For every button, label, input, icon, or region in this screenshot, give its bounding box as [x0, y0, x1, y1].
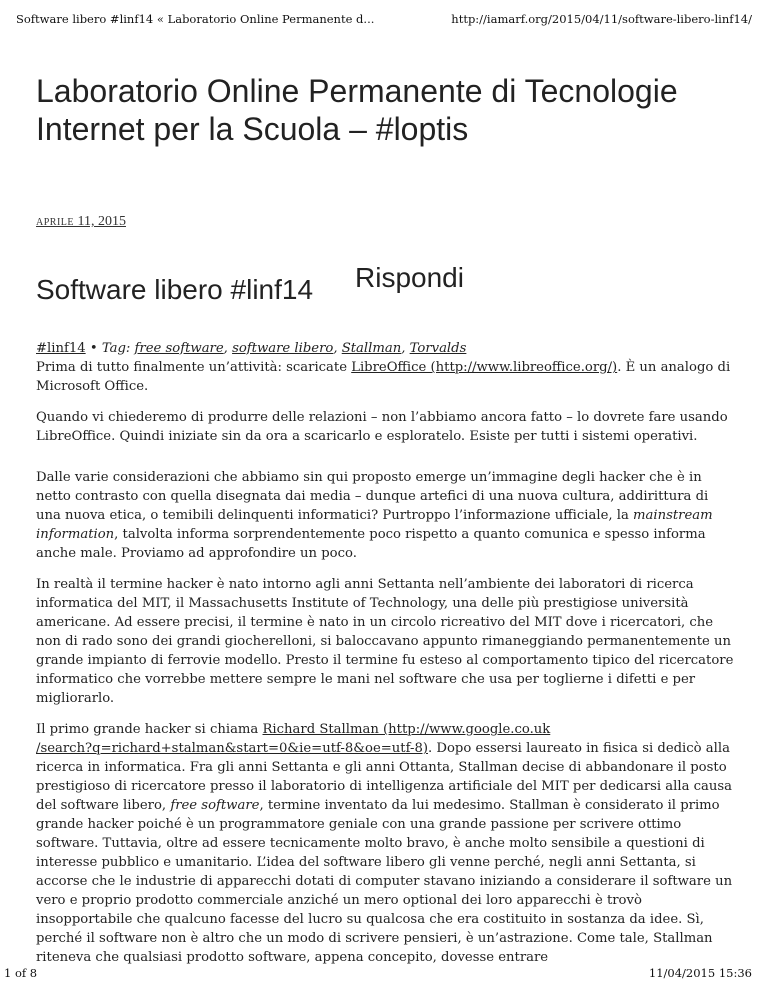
print-header [16, 12, 752, 28]
site-title[interactable]: Laboratorio Online Permanente di Tecnologie Internet per la Scuola – #loptis [36, 73, 678, 147]
post-date-day-year: 11, 2015 [74, 214, 126, 229]
print-footer [0, 966, 752, 982]
post-content [36, 339, 736, 979]
tag-link-free-software[interactable]: free software [134, 341, 224, 356]
post-title-row [36, 262, 736, 308]
category-link[interactable]: #linf14 [36, 341, 86, 356]
post-meta: #linf14 • Tag: free software, software libero, Stallman, Torvalds [36, 341, 467, 356]
tag-link-torvalds[interactable]: Torvalds [409, 341, 467, 356]
tag-link-stallman[interactable]: Stallman [341, 341, 402, 356]
meta-bullet: • [85, 341, 102, 356]
spacer [36, 458, 736, 468]
print-url: http://iamarf.org/2015/04/11/software-libero-linf14/ [451, 12, 752, 26]
paragraph-1: Prima di tutto finalmente un’attività: scaricate LibreOffice (http://www.libreoffice.org/). È un analogo di Microsoft Office. [36, 360, 731, 394]
paragraph-5: Il primo grande hacker si chiama Richard Stallman (http://www.google.co.uk /search?q=richard+stalman&start=0&ie=utf-8&oe=utf-8). Dopo essersi laureato in fisica si dedicò alla ricerca in informatica. Fra gli anni Settanta e gli anni Ottanta, Stallman decise di abbandonare il posto prestigioso di ricercatore presso il laboratorio di intelligenza artificiale del MIT per dedicarsi alla causa del software libero, free software, termine inventato da lui medesimo. Stallman è considerato il primo grande hacker poiché è un programmatore geniale con una grande passione per scrivere ottimo software. Tuttavia, oltre ad essere tecnicamente molto bravo, è anche molto sensibile a questioni di interesse pubblico e umanitario. L’idea del software libero gli venne perché, negli anni Settanta, si accorse che le industrie di apparecchi dotati di computer stavano iniziando a considerare il software un vero e proprio prodotto commerciale anziché un mero optional dei loro apparecchi è trovò insopportabile che qualcuno facesse del lucro su qualcosa che era costituito in sostanza da idee. Sì, perché il software non è altro che un modo di scrivere pensieri, è un’astrazione. Come tale, Stallman riteneva che qualsiasi prodotto software, appena concepito, dovesse entrare [36, 722, 733, 965]
libreoffice-link[interactable]: LibreOffice (http://www.libreoffice.org/) [351, 360, 618, 375]
print-page-title: Software libero #linf14 « Laboratorio Online Permanente d... [16, 12, 375, 26]
post-date-link[interactable] [36, 214, 126, 230]
print-timestamp: 11/04/2015 15:36 [648, 966, 752, 980]
paragraph-3: Dalle varie considerazioni che abbiamo sin qui proposto emerge un’immagine degli hacker che è in netto contrasto con quella disegnata dai media – dunque artefici di una nuova cultura, addirittura di una nuova etica, o temibili delinquenti informatici? Purtroppo l’informazione ufficiale, la mainstream information, talvolta informa sorprendentemente poco rispetto a quanto comunica e spesso informa anche male. Proviamo ad approfondire un poco. [36, 470, 713, 561]
richard-stallman-link[interactable]: Richard Stallman (http://www.google.co.uk /search?q=richard+stalman&start=0&ie=utf-8&oe=utf-8) [36, 722, 551, 756]
paragraph-2: Quando vi chiederemo di produrre delle relazioni – non l’abbiamo ancora fatto – lo dovrete fare usando LibreOffice. Quindi iniziate sin da ora a scaricarlo e esploratelo. Esiste per tutti i sistemi operativi. [36, 410, 728, 444]
post-title: Software libero #linf14 [36, 274, 314, 305]
reply-link[interactable]: Rispondi [355, 262, 464, 293]
tag-link-software-libero[interactable]: software libero [232, 341, 334, 356]
paragraph-4: In realtà il termine hacker è nato intorno agli anni Settanta nell’ambiente dei laboratori di ricerca informatica del MIT, il Massachusetts Institute of Technology, una delle più prestigiose università americane. Ad essere precisi, il termine è nato in un circolo ricreativo del MIT dove i ricercatori, che non di rado sono dei grandi giocherelloni, si baloccavano appunto rimaneggiando permanentemente un grande impianto di ferrovie modello. Presto il termine fu esteso al comportamento tipico del ricercatore informatico che vorrebbe mettere sempre le mani nel software che usa per toglierne i difetti e per migliorarlo. [36, 577, 734, 706]
print-page-number: 1 of 8 [4, 966, 38, 980]
post-date-month: aprile [36, 214, 74, 229]
tag-prefix: Tag: [101, 341, 135, 356]
